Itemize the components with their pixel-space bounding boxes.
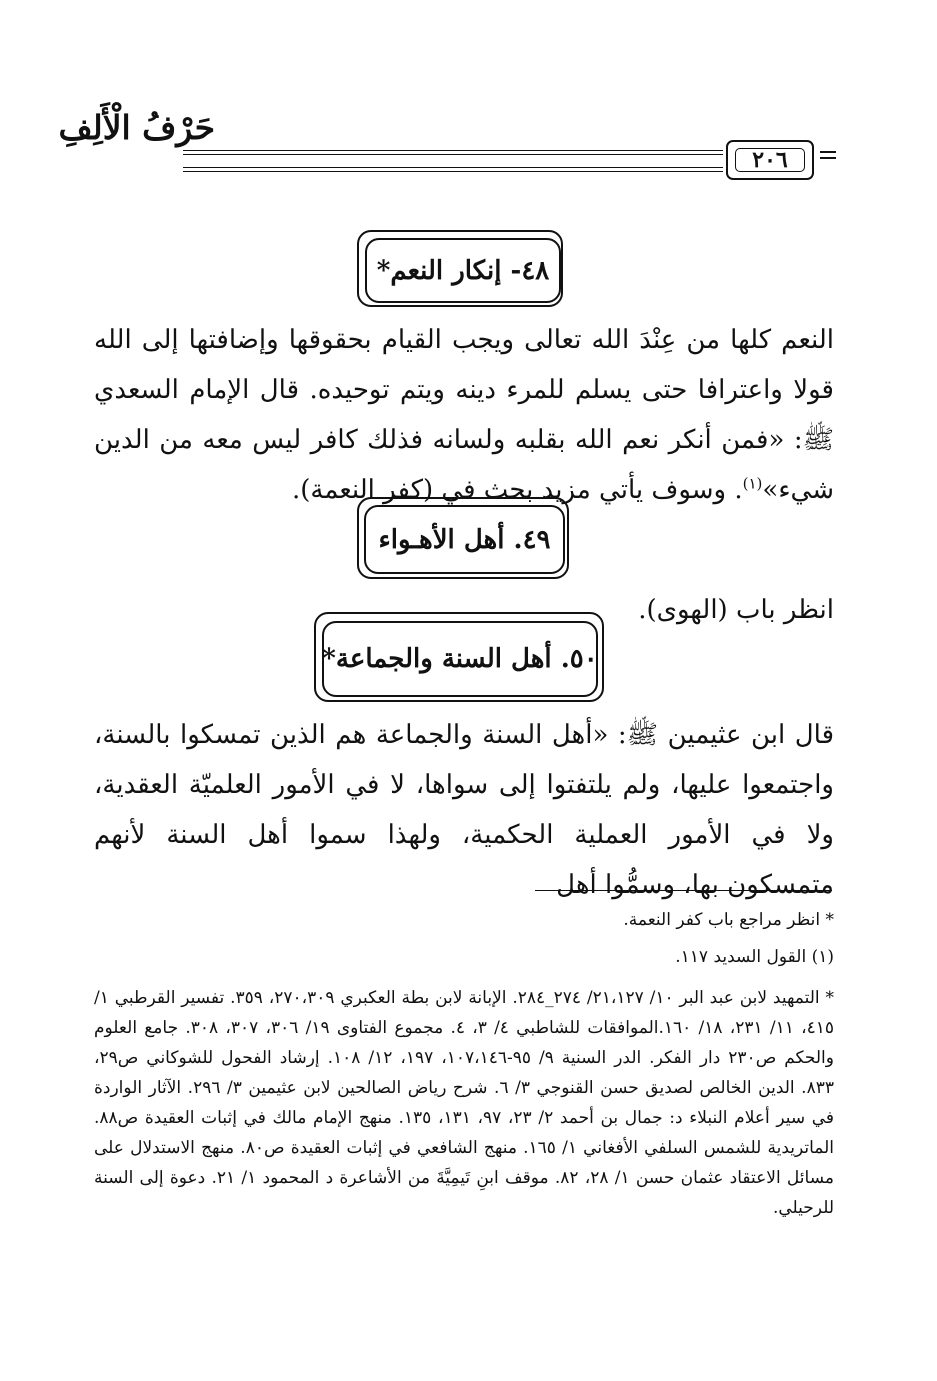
page-number-ornament: [820, 151, 836, 159]
page-number-box: [726, 140, 814, 180]
section-48-frame: [365, 238, 561, 303]
header-rule-bottom: [183, 167, 723, 172]
section-48-text: النعم كلها من عِنْدَ الله تعالى ويجب القيام بحقوقها وإضافتها إلى الله قولا واعترافا حتى يسلم للمرء دينه ويتم توحيده. قال الإمام السعدي ﷺ: «فمن أنكر نعم الله بقلبه ولسانه فذلك كافر ليس معه من الدين شيء»: [94, 325, 834, 505]
chapter-title: حَرْفُ الْأَلِفِ: [58, 108, 215, 147]
section-48-text-end: . وسوف يأتي مزيد بحث في (كفر النعمة).: [291, 475, 743, 505]
footnote-star-2: * التمهيد لابن عبد البر ١٠/ ٢١،١٢٧/ ٢٧٤_٢٨٤. الإبانة لابن بطة العكبري ٢٧٠،٣٠٩، ٣٥٩. تفسير القرطبي ١/ ٤١٥، ١١/ ٢٣١، ١٨/ ١٦٠.الموافقات للشاطبي ٤/ ٣، ٤. مجموع الفتاوى ١٩/ ٣٠٦، ٣٠٧، ٣٠٨. جامع العلوم والحكم ص٢٣٠ دار الفكر. الدر السنية ٩/ ٩٥-١٠٧،١٤٦، ١٩٧، ١٢/ ١٠٨. إرشاد الفحول للشوكاني ص٢٩، ٨٣٣. الدين الخالص لصديق حسن القنوجي ٣/ ٦. شرح رياض الصالحين لابن عثيمين ٣/ ٢٩٦. الآثار الواردة في سير أعلام النبلاء د: جمال بن أحمد ٢/ ٢٣، ٩٧، ١٣١، ١٣٥. منهج الإمام مالك في إثبات العقيدة ص٨٨. الماتريدية للشمس السلفي الأفغاني ١/ ١٦٥. منهج الشافعي في إثبات العقيدة ص٨٠. منهج الاستدلال على مسائل الاعتقاد عثمان حسن ١/ ٢٨، ٨٢. موقف ابنِ تَيمِيَّةَ من الأشاعرة د المحمود ١/ ٢١. دعوة إلى السنة للرحيلي.: [94, 988, 835, 1218]
section-48-paragraph: [94, 315, 834, 515]
footnote-star-1: * انظر مراجع باب كفر النعمة.: [623, 910, 834, 930]
section-49-title: ٤٩. أهل الأهـواء: [378, 524, 551, 555]
footnote-1: (١) القول السديد ١١٧.: [675, 947, 834, 967]
section-48-title: ٤٨- إنكار النعم*: [376, 255, 550, 286]
page-number: ٢٠٦: [735, 148, 805, 172]
section-50-title: ٥٠. أهل السنة والجماعة*: [322, 644, 598, 674]
section-49-frame: [364, 505, 565, 574]
section-49-paragraph: انظر باب (الهوى).: [638, 595, 834, 625]
footnote-divider: [535, 890, 832, 891]
section-50-paragraph: قال ابن عثيمين ﷺ: «أهل السنة والجماعة هم الذين تمسكوا بالسنة، واجتمعوا عليها، ولم يلتفتوا إلى سواها، لا في الأمور العلميّة العقدية، ولا في الأمور العملية الحكمية، ولهذا سموا أهل السنة لأنهم متمسكون بها، وسمُّوا أهل: [94, 720, 834, 900]
section-50-frame: [322, 621, 598, 697]
header-rule-top: [183, 150, 723, 155]
footnote-marker-1: (١): [742, 474, 763, 493]
